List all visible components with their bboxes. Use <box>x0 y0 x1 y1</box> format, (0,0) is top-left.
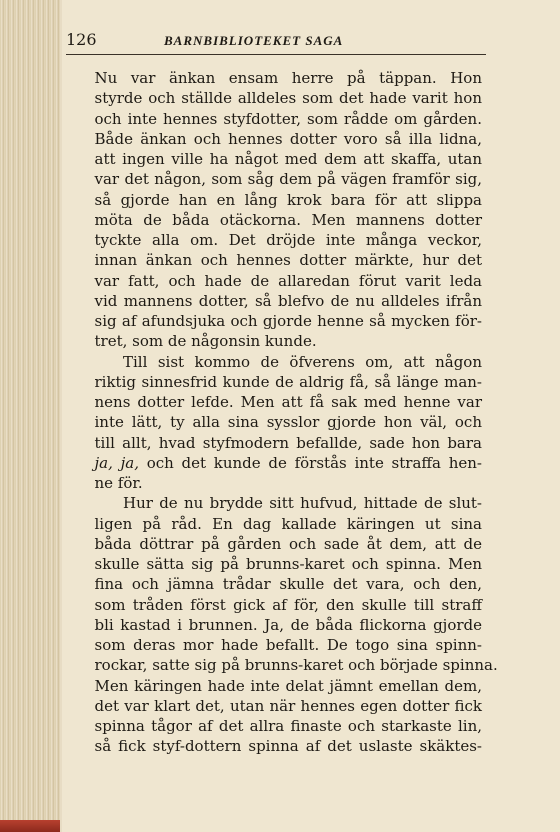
paragraph-1 <box>66 68 482 352</box>
body-text <box>66 68 498 757</box>
text-line: styrde och ställde alldeles som det hade varit hon <box>94 89 482 108</box>
text-line: sig af afundsjuka och gjorde henne så mycken för- <box>94 312 482 330</box>
text-line: båda döttrar på gården och sade åt dem, att de <box>94 534 482 553</box>
text-line: skulle sätta sig på brunns-karet och spinna. Men <box>94 555 482 573</box>
text-line: rockar, satte sig på brunns-karet och började spinna. <box>94 656 498 675</box>
text-line: bli kastad i brunnen. Ja, de båda flickorna gjorde <box>94 615 482 634</box>
book-page-edges <box>0 0 60 832</box>
text-line: innan änkan och hennes dotter märkte, hur det <box>94 251 482 270</box>
text-line: Men käringen hade inte delat jämnt emellan dem, <box>94 676 482 695</box>
text-line: tyckte alla om. Det dröjde inte många veckor, <box>94 231 482 249</box>
text-line: var fatt, och hade de allaredan förut varit leda <box>94 271 482 290</box>
page-number: 126 <box>66 30 97 49</box>
book-edge-red-stain <box>0 820 60 832</box>
running-header <box>66 30 482 50</box>
text-line: det var klart det, utan när hennes egen dotter fick <box>94 696 482 715</box>
paragraph-2 <box>66 352 482 494</box>
text-line: som deras mor hade befallt. De togo sina spinn- <box>94 636 482 654</box>
text-line: Hur de nu brydde sitt hufvud, hittade de slut- <box>123 494 482 513</box>
running-title: BARNBIBLIOTEKET SAGA <box>164 33 344 48</box>
text-line: Till sist kommo de öfverens om, att någon <box>123 352 482 371</box>
text-line: nens dotter lefde. Men att få sak med henne var <box>94 393 482 411</box>
text-line: vid mannens dotter, så blefvo de nu alldeles ifrån <box>94 291 482 310</box>
text-line: som tråden först gick af för, den skulle till straff <box>94 595 482 614</box>
text-line: och inte hennes styfdotter, som rådde om gården. <box>94 109 482 128</box>
header-rule <box>66 54 486 55</box>
text-line: till allt, hvad styfmodern befallde, sade hon bara <box>94 433 482 452</box>
text-line: tret, som de någonsin kunde. <box>94 332 317 351</box>
text-line: så fick styf-dottern spinna af det uslaste skäktes- <box>94 737 482 756</box>
text-line: var det någon, som såg dem på vägen framför sig, <box>94 170 482 189</box>
text-line: inte lätt, ty alla sina sysslor gjorde hon väl, och <box>94 413 482 432</box>
text-line: riktig sinnesfrid kunde de aldrig få, så länge man- <box>94 372 482 391</box>
text-line: ligen på råd. En dag kallade käringen ut sina <box>94 514 482 533</box>
text-line: Nu var änkan ensam herre på täppan. Hon <box>94 69 482 87</box>
text-line: möta de båda otäckorna. Men mannens dotter <box>94 210 482 229</box>
paragraph-3 <box>66 493 498 756</box>
text-line: Både änkan och hennes dotter voro så illa lidna, <box>94 129 482 148</box>
emphasis: ja, ja, <box>94 453 139 472</box>
text-line: ja, ja, och det kunde de förstås inte straffa hen- <box>94 453 482 472</box>
text-line: ne för. <box>94 474 143 492</box>
text-line: att ingen ville ha något med dem att skaffa, utan <box>94 150 482 168</box>
text-line: så gjorde han en lång krok bara för att slippa <box>94 190 482 209</box>
text-line: spinna tågor af det allra finaste och starkaste lin, <box>94 717 482 735</box>
text-line: fina och jämna trådar skulle det vara, och den, <box>94 575 482 594</box>
